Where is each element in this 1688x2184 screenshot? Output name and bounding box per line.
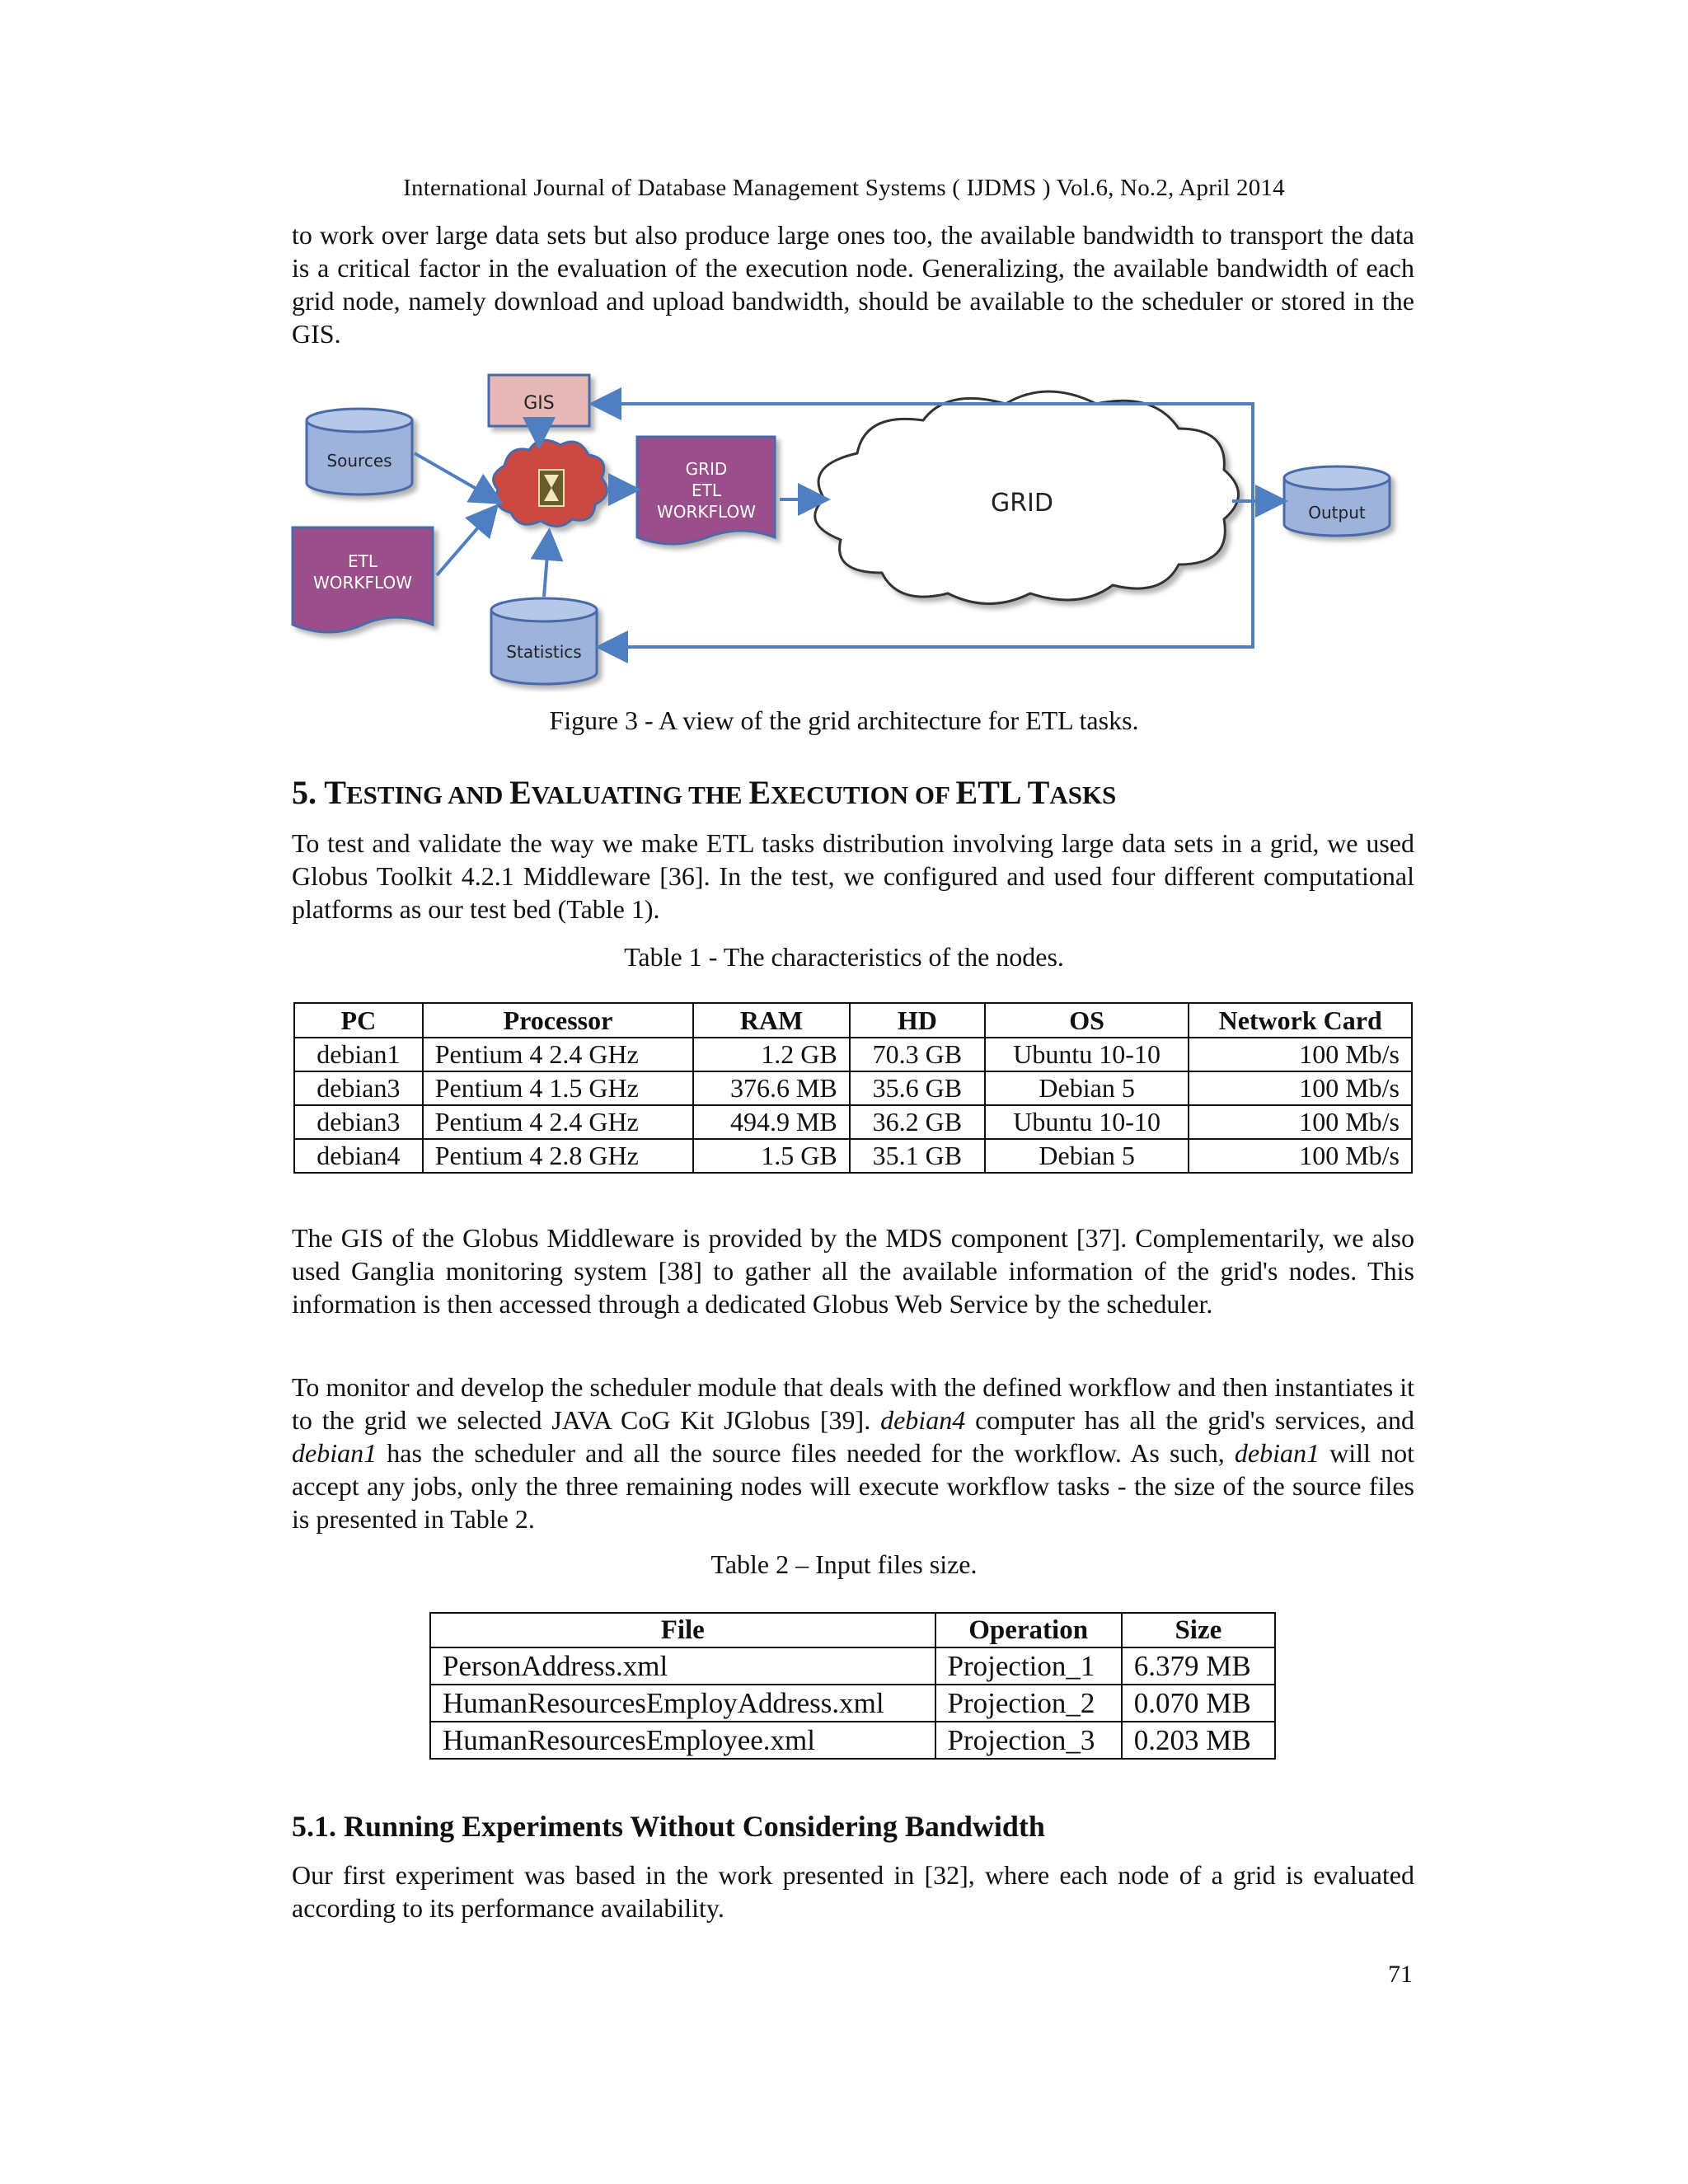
column-header: RAM: [693, 1003, 849, 1038]
table-cell: 100 Mb/s: [1189, 1071, 1412, 1105]
grid-etl-label-line2: ETL: [692, 480, 721, 500]
table-row: [430, 1685, 1275, 1722]
table-cell: 35.1 GB: [850, 1139, 985, 1173]
table-cell: debian4: [294, 1139, 423, 1173]
table-cell: 1.5 GB: [693, 1139, 849, 1173]
table-row: [294, 1105, 1412, 1139]
table-cell: Projection_1: [935, 1647, 1122, 1685]
figure-caption: Figure 3 - A view of the grid architecture for ETL tasks.: [549, 705, 1139, 735]
table-cell: Projection_2: [935, 1685, 1122, 1722]
table-1-caption: Table 1 - The characteristics of the nodes.: [624, 942, 1064, 972]
subsection-5-1-paragraph: Our first experiment was based in the work presented in [32], where each node of a grid is evaluated according to its performance availability.: [292, 1860, 1414, 1923]
table-cell: Pentium 4 2.4 GHz: [423, 1038, 694, 1071]
grid-etl-label-line1: GRID: [685, 459, 728, 479]
table-cell: Pentium 4 2.4 GHz: [423, 1105, 694, 1139]
etl-workflow-label-line1: ETL: [348, 551, 377, 571]
table-row: [430, 1647, 1275, 1685]
table-cell: HumanResourcesEmployee.xml: [430, 1722, 935, 1759]
table-row: [294, 1071, 1412, 1105]
table-cell: 100 Mb/s: [1189, 1105, 1412, 1139]
section-5-paragraph-2: The GIS of the Globus Middleware is provided by the MDS component [37]. Complementarily, we also used Ganglia monitoring system [38] to gather all the available information of the grid's nodes. This information is then accessed through a dedicated Globus Web Service by the scheduler.: [292, 1223, 1414, 1319]
table-cell: PersonAddress.xml: [430, 1647, 935, 1685]
table-cell: Pentium 4 1.5 GHz: [423, 1071, 694, 1105]
table-cell: debian3: [294, 1105, 423, 1139]
table-cell: Ubuntu 10-10: [985, 1038, 1189, 1071]
output-database-icon: [1284, 466, 1390, 536]
column-header: File: [430, 1613, 935, 1647]
running-header: International Journal of Database Management Systems ( IJDMS ) Vol.6, No.2, April 2014: [403, 175, 1285, 201]
table-cell: Projection_3: [935, 1722, 1122, 1759]
section-5-title: 5. TESTING AND EVALUATING THE EXECUTION OF ETL TASKS: [292, 774, 1117, 811]
sources-label: Sources: [326, 451, 392, 471]
grid-label: GRID: [990, 489, 1054, 518]
table-header-row: [430, 1613, 1275, 1647]
statistics-database-icon: [491, 598, 597, 684]
column-header: PC: [294, 1003, 423, 1038]
table-cell: 0.203 MB: [1122, 1722, 1275, 1759]
grid-etl-label-line3: WORKFLOW: [657, 502, 756, 522]
table-row: [430, 1722, 1275, 1759]
table-cell: Ubuntu 10-10: [985, 1105, 1189, 1139]
table-cell: 1.2 GB: [693, 1038, 849, 1071]
table-cell: Debian 5: [985, 1071, 1189, 1105]
grid-architecture-figure: [288, 363, 1401, 692]
gis-label: GIS: [523, 393, 555, 414]
table-cell: 494.9 MB: [693, 1105, 849, 1139]
table-cell: Pentium 4 2.8 GHz: [423, 1139, 694, 1173]
etl-workflow-label-line2: WORKFLOW: [313, 573, 412, 593]
table-cell: 6.379 MB: [1122, 1647, 1275, 1685]
table-1-node-characteristics: [293, 1002, 1413, 1174]
column-header: Network Card: [1189, 1003, 1412, 1038]
output-label: Output: [1308, 503, 1366, 523]
column-header: Operation: [935, 1613, 1122, 1647]
column-header: Size: [1122, 1613, 1275, 1647]
table-cell: 70.3 GB: [850, 1038, 985, 1071]
table-cell: debian1: [294, 1038, 423, 1071]
table-cell: 376.6 MB: [693, 1071, 849, 1105]
table-cell: debian3: [294, 1071, 423, 1105]
page-number: 71: [1388, 1961, 1413, 1988]
table-cell: 36.2 GB: [850, 1105, 985, 1139]
hourglass-icon: [539, 470, 564, 506]
column-header: HD: [850, 1003, 985, 1038]
intro-paragraph: to work over large data sets but also produce large ones too, the available bandwidth to transport the data is a critical factor in the evaluation of the execution node. Generalizing, the available bandwidth of each grid node, namely download and upload bandwidth, should be available to the scheduler or stored in the GIS.: [292, 220, 1414, 349]
section-5-paragraph-3: To monitor and develop the scheduler module that deals with the defined workflow and then instantiates it to the grid we selected JAVA CoG Kit JGlobus [39]. debian4 computer has all the grid's services, and debian1 has the scheduler and all the source files needed for the workflow. As such, debian1 will not accept any jobs, only the three remaining nodes will execute workflow tasks - the size of the source files is presented in Table 2.: [292, 1372, 1415, 1534]
table-cell: HumanResourcesEmployAddress.xml: [430, 1685, 935, 1722]
subsection-5-1-title: 5.1. Running Experiments Without Considering Bandwidth: [292, 1810, 1045, 1843]
table-cell: Debian 5: [985, 1139, 1189, 1173]
table-2-caption: Table 2 – Input files size.: [710, 1549, 978, 1579]
statistics-label: Statistics: [506, 642, 582, 662]
table-cell: 100 Mb/s: [1189, 1038, 1412, 1071]
column-header: Processor: [423, 1003, 694, 1038]
column-header: OS: [985, 1003, 1189, 1038]
table-row: [294, 1038, 1412, 1071]
section-5-paragraph-1: To test and validate the way we make ETL tasks distribution involving large data sets in a grid, we used Globus Toolkit 4.2.1 Middleware [36]. In the test, we configured and used four different computational platforms as our test bed (Table 1).: [292, 828, 1414, 924]
table-cell: 35.6 GB: [850, 1071, 985, 1105]
table-cell: 0.070 MB: [1122, 1685, 1275, 1722]
table-row: [294, 1139, 1412, 1173]
table-header-row: [294, 1003, 1412, 1038]
table-2-input-files-size: [429, 1612, 1276, 1760]
table-cell: 100 Mb/s: [1189, 1139, 1412, 1173]
